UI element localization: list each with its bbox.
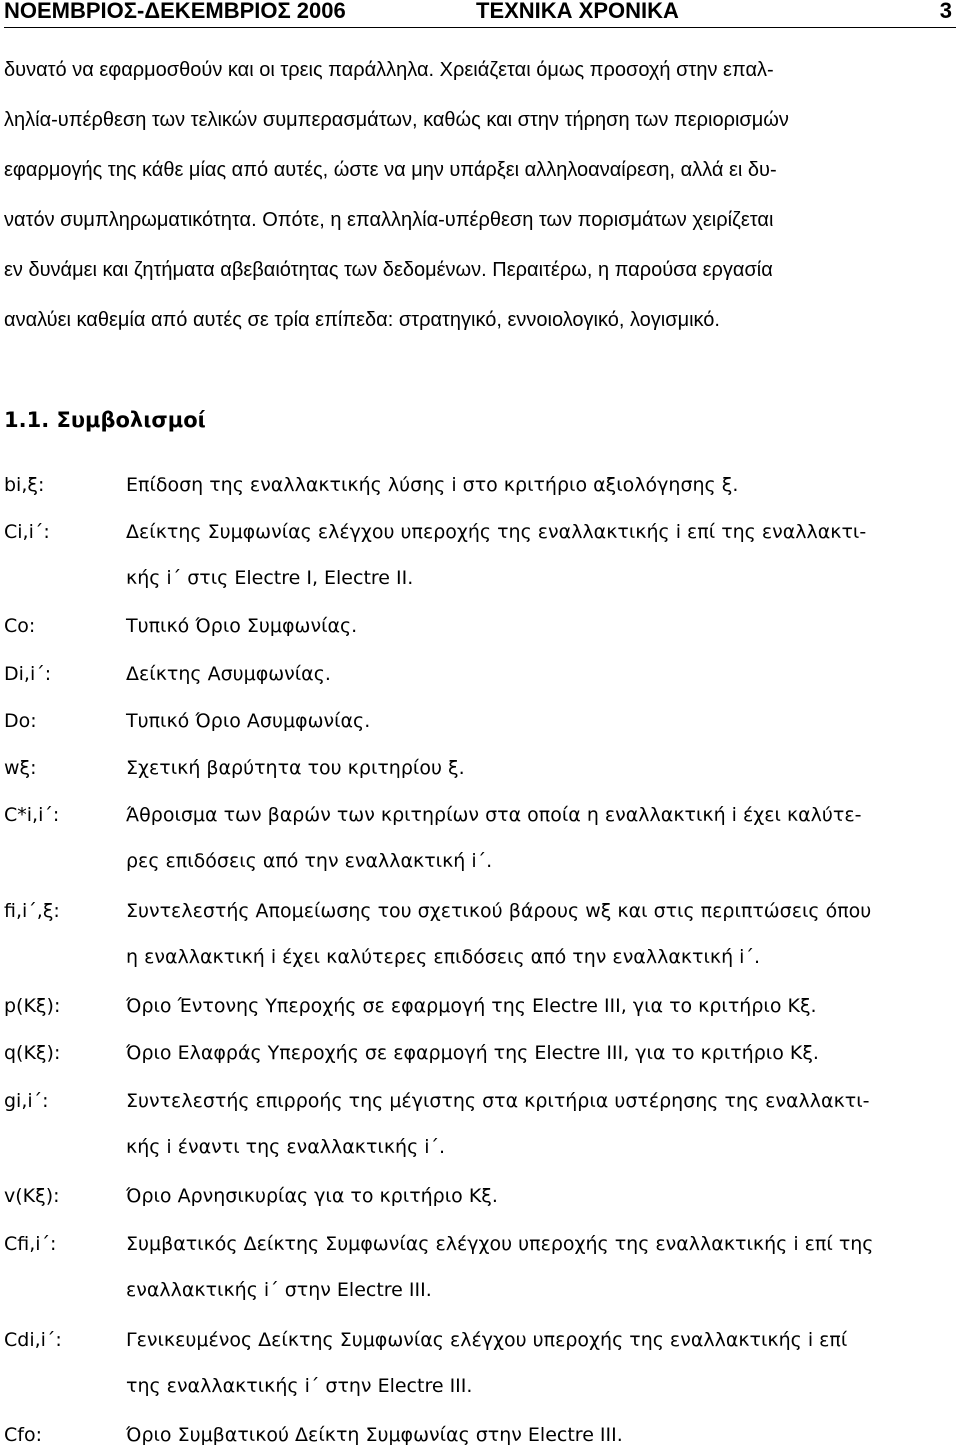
definition-text: Όριο Συμβατικού Δείκτη Συμφωνίας στην Electre III.: [126, 1424, 623, 1446]
intro-line: εφαρμογής της κάθε μίας από αυτές, ώστε να μην υπάρξει αλληλοαναίρεση, αλλά ει δυ-: [4, 159, 777, 181]
definition-symbol: Di,i΄:: [4, 663, 52, 685]
definition-symbol: C*i,i΄:: [4, 804, 60, 826]
definition-symbol: wξ:: [4, 757, 37, 779]
definition-symbol: fi,i΄,ξ:: [4, 900, 60, 922]
definition-symbol: Cdi,i΄:: [4, 1329, 62, 1351]
definition-text: Σχετική βαρύτητα του κριτηρίου ξ.: [126, 757, 465, 779]
definition-symbol: Do:: [4, 710, 37, 732]
definition-symbol: gi,i΄:: [4, 1090, 49, 1112]
definition-symbol: Co:: [4, 615, 36, 637]
section-heading: 1.1. Συμβολισμοί: [4, 408, 206, 432]
definition-text: Όριο Έντονης Υπεροχής σε εφαρμογή της Electre III, για το κριτήριο Kξ.: [126, 995, 817, 1017]
definition-text: Συμβατικός Δείκτης Συμφωνίας ελέγχου υπεροχής της εναλλακτικής i επί της: [126, 1233, 874, 1255]
definition-symbol: q(Kξ):: [4, 1042, 61, 1064]
intro-line: ληλία-υπέρθεση των τελικών συμπερασμάτων, καθώς και στην τήρηση των περιορισμών: [4, 109, 789, 131]
definition-symbol: Cfi,i΄:: [4, 1233, 57, 1255]
definition-symbol: Cfo:: [4, 1424, 42, 1446]
definition-text: Γενικευμένος Δείκτης Συμφωνίας ελέγχου υπεροχής της εναλλακτικής i επί: [126, 1329, 848, 1351]
intro-line: νατόν συμπληρωματικότητα. Οπότε, η επαλληλία-υπέρθεση των πορισμάτων χειρίζεται: [4, 209, 774, 231]
definition-symbol: bi,ξ:: [4, 474, 45, 496]
running-header: [4, 0, 956, 26]
definition-text: Δείκτης Ασυμφωνίας.: [126, 663, 331, 685]
intro-line: εν δυνάμει και ζητήματα αβεβαιότητας των δεδομένων. Περαιτέρω, η παρούσα εργασία: [4, 259, 773, 281]
definition-text: Συντελεστής επιρροής της μέγιστης στα κριτήρια υστέρησης της εναλλακτι-: [126, 1090, 870, 1112]
intro-line: δυνατό να εφαρμοσθούν και οι τρεις παράλληλα. Χρειάζεται όμως προσοχή στην επαλ-: [4, 59, 774, 81]
header-rule: [4, 27, 956, 28]
definition-text: κής i΄ στις Electre I, Electre II.: [126, 567, 414, 589]
definition-symbol: p(Kξ):: [4, 995, 61, 1017]
definition-text: της εναλλακτικής i΄ στην Electre III.: [126, 1375, 473, 1397]
definition-text: Άθροισμα των βαρών των κριτηρίων στα οποία η εναλλακτική i έχει καλύτε-: [126, 804, 862, 826]
definition-text: Τυπικό Όριο Ασυμφωνίας.: [126, 710, 371, 732]
definition-symbol: v(Kξ):: [4, 1185, 60, 1207]
definition-text: Συντελεστής Απομείωσης του σχετικού βάρους wξ και στις περιπτώσεις όπου: [126, 900, 872, 922]
definition-text: κής i έναντι της εναλλακτικής i΄.: [126, 1136, 446, 1158]
definition-text: η εναλλακτική i έχει καλύτερες επιδόσεις από την εναλλακτική i΄.: [126, 946, 761, 968]
definition-text: Όριο Ελαφράς Υπεροχής σε εφαρμογή της Electre III, για το κριτήριο Kξ.: [126, 1042, 819, 1064]
definition-symbol: Ci,i΄:: [4, 521, 50, 543]
definition-text: Δείκτης Συμφωνίας ελέγχου υπεροχής της εναλλακτικής i επί της εναλλακτι-: [126, 521, 867, 543]
journal-title: ΤΕΧΝΙΚΑ ΧΡΟΝΙΚΑ: [476, 0, 679, 23]
definition-text: Όριο Αρνησικυρίας για το κριτήριο Kξ.: [126, 1185, 498, 1207]
definition-text: Επίδοση της εναλλακτικής λύσης i στο κριτήριο αξιολόγησης ξ.: [126, 474, 739, 496]
issue-date: ΝΟΕΜΒΡΙΟΣ-ΔΕΚΕΜΒΡΙΟΣ 2006: [4, 0, 346, 23]
definition-text: εναλλακτικής i΄ στην Electre III.: [126, 1279, 432, 1301]
definition-text: ρες επιδόσεις από την εναλλακτική i΄.: [126, 850, 493, 872]
definition-text: Τυπικό Όριο Συμφωνίας.: [126, 615, 358, 637]
intro-line: αναλύει καθεμία από αυτές σε τρία επίπεδα: στρατηγικό, εννοιολογικό, λογισμικό.: [4, 309, 720, 331]
page-number: 3: [939, 0, 952, 23]
